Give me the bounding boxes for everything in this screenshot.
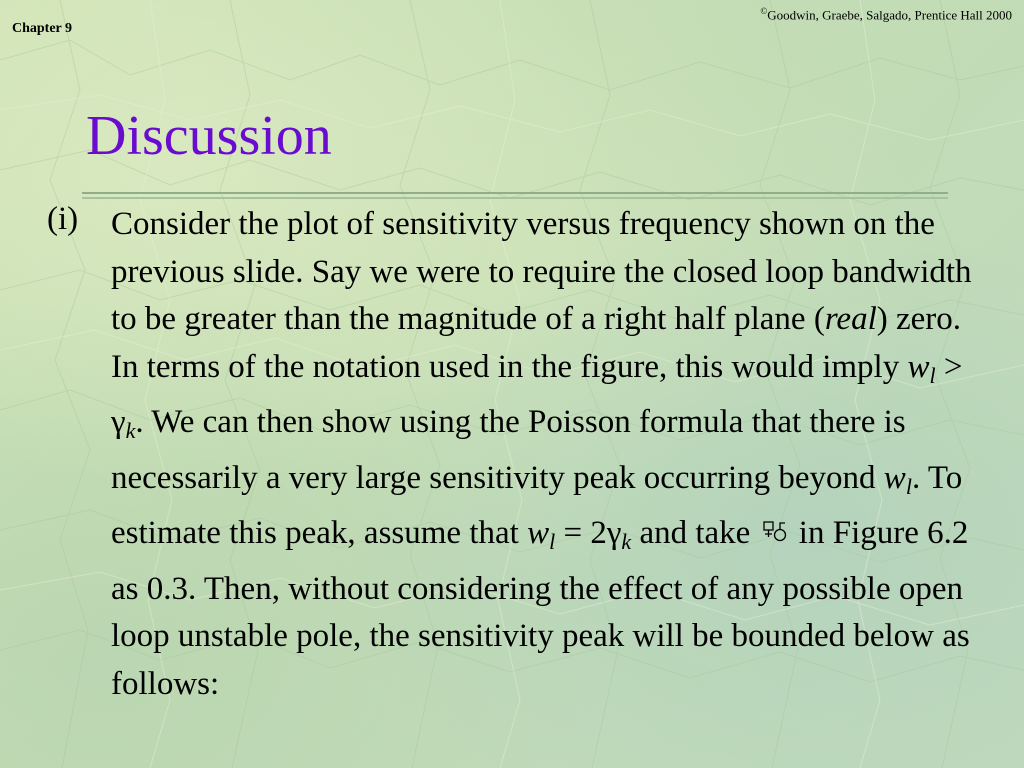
subscript-k-2: k: [621, 529, 632, 554]
equals-two: = 2: [555, 515, 607, 551]
symbol-gamma-2: γ: [606, 515, 622, 551]
body-text-5: and take: [631, 515, 759, 551]
chapter-label: Chapter 9: [12, 21, 73, 36]
symbol-w: w: [907, 348, 930, 385]
subscript-l: l: [929, 362, 936, 388]
slide-title: Discussion: [86, 105, 332, 167]
subscript-k: k: [125, 418, 136, 443]
list-marker: (i): [47, 201, 79, 237]
discussion-paragraph: [111, 201, 991, 708]
body-text-3: . We can then show using the Poisson formula that there is necessarily a very large sensitivity peak occurring beyond: [111, 404, 906, 496]
symbol-gamma: γ: [111, 404, 126, 440]
body-text-6: in Figure 6.2 as 0.3. Then, without considering the effect of any possible open loop unstable pole, the sensitivity peak will be bounded below as follows:: [111, 515, 970, 702]
copyright-notice: [760, 6, 1012, 23]
copyright-symbol: ©: [760, 6, 768, 16]
symbol-w-2: w: [883, 459, 906, 496]
missing-symbol-icon: [761, 519, 789, 545]
title-divider-top: [82, 192, 948, 194]
greater-than: >: [935, 348, 963, 385]
body-text-4: . To estimate this peak, assume that: [111, 459, 963, 551]
title-divider-bottom: [82, 197, 948, 199]
symbol-w-3: w: [527, 515, 550, 551]
copyright-text: Goodwin, Graebe, Salgado, Prentice Hall 2000: [767, 7, 1012, 23]
body-text-2: ) zero. In terms of the notation used in the figure, this would imply: [111, 301, 962, 385]
body-text-1: Consider the plot of sensitivity versus frequency shown on the previous slide. Say we were to require the closed loop bandwidth to be greater than the magnitude of a right half plane (: [111, 206, 972, 337]
subscript-l-3: l: [549, 529, 556, 554]
italic-real: real: [824, 301, 877, 337]
subscript-l-2: l: [905, 473, 912, 499]
